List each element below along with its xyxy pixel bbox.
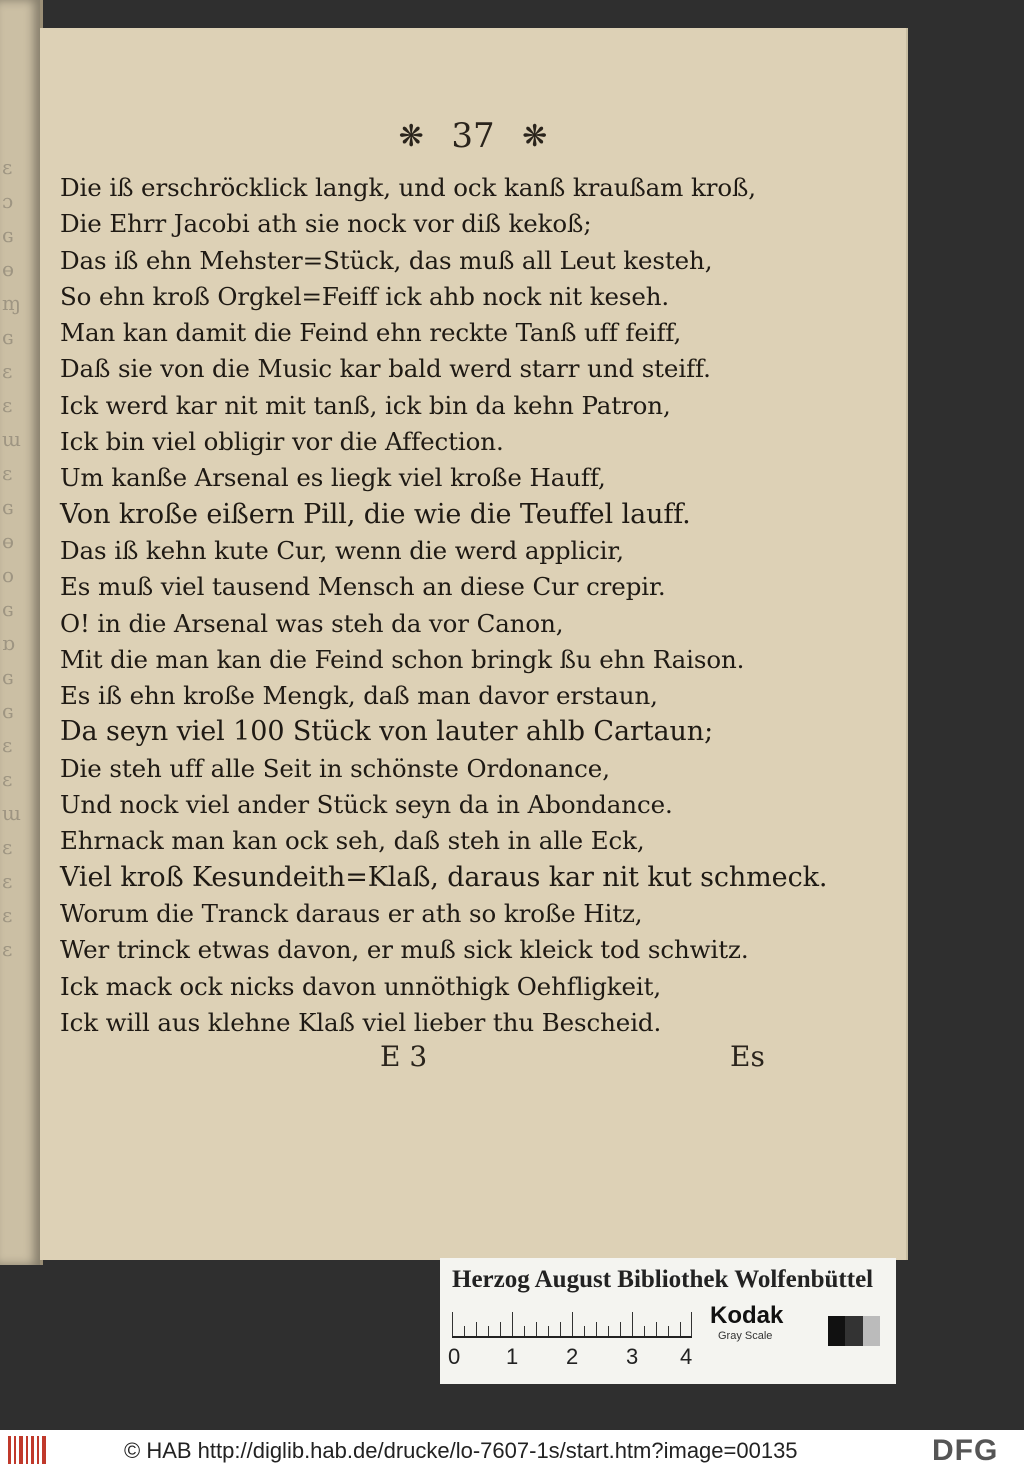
poem-line: Um kanße Arsenal es liegk viel kroße Hauff,: [60, 463, 606, 493]
card-title: Herzog August Bibliothek Wolfenbüttel: [452, 1266, 874, 1293]
poem-line: So ehn kroß Orgkel=Feiff ick ahb nock nit keseh.: [60, 281, 670, 311]
scale-number: 3: [626, 1344, 639, 1369]
poem-line: Ehrnack man kan ock seh, daß steh in alle Eck,: [60, 826, 645, 856]
dfg-logo: DFG: [932, 1434, 999, 1467]
poem-line: Mit die man kan die Feind schon bringk ßu ehn Raison.: [60, 644, 745, 674]
page-header: [40, 116, 906, 156]
ornament-right-icon: ❋: [522, 118, 548, 154]
gray-scale-label: Gray Scale: [718, 1330, 773, 1342]
poem-line: Ick bin viel obligir vor die Affection.: [60, 427, 504, 457]
poem-line: Da seyn viel 100 Stück von lauter ahlb Cartaun;: [60, 716, 714, 748]
ruler-scale: [452, 1310, 692, 1338]
footer-bar: [0, 1430, 1024, 1472]
gray-swatches: [810, 1316, 880, 1346]
poem-line: Das iß kehn kute Cur, wenn die werd applicir,: [60, 535, 624, 565]
poem-line: Worum die Tranck daraus er ath so kroße Hitz,: [60, 898, 643, 928]
poem-line: Das iß ehn Mehster=Stück, das muß all Leut kesteh,: [60, 245, 713, 275]
color-calibration-card: [440, 1258, 896, 1384]
poem-line: Von kroße eißern Pill, die wie die Teuffel lauff.: [60, 498, 691, 530]
poem-line: Die steh uff alle Seit in schönste Ordonance,: [60, 753, 610, 783]
poem-line: Viel kroß Kesundeith=Klaß, daraus kar nit kut schmeck.: [60, 861, 828, 893]
poem-line: Die Ehrr Jacobi ath sie nock vor diß kekoß;: [60, 209, 592, 239]
poem-line: Ick mack ock nicks davon unnöthigk Oehfligkeit,: [60, 971, 662, 1001]
poem-line: Ick werd kar nit mit tanß, ick bin da kehn Patron,: [60, 390, 671, 420]
poem-line: Es iß ehn kroße Mengk, daß man davor erstaun,: [60, 681, 658, 711]
signature-mark: E 3: [380, 1040, 428, 1073]
poem-line: Man kan damit die Feind ehn reckte Tanß uff feiff,: [60, 318, 682, 348]
scale-number: 2: [566, 1344, 579, 1369]
poem-text: [60, 170, 828, 1041]
barcode-logo-icon: [8, 1436, 48, 1464]
copyright-link[interactable]: © HAB http://diglib.hab.de/drucke/lo-7607-1s/start.htm?image=00135: [124, 1438, 798, 1463]
poem-line: O! in die Arsenal was steh da vor Canon,: [60, 608, 564, 638]
ornament-left-icon: ❋: [398, 118, 424, 154]
previous-page-edge: [0, 0, 43, 1265]
poem-line: Wer trinck etwas davon, er muß sick kleick tod schwitz.: [60, 935, 749, 965]
scale-number: 4: [680, 1344, 693, 1369]
scale-number: 1: [506, 1344, 519, 1369]
bleed-through-marks: ɛ ɔ ɢ ɵ ɱ ɢ ɛ ɛ ɯ ɛ ɢ ɵ o ɢ ɒ ɢ ɢ ɛ ɛ ɯ ɛ ɛ ɛ ɛ: [2, 155, 21, 961]
page-number: 37: [451, 116, 495, 156]
scale-number: 0: [448, 1344, 461, 1369]
poem-line: Daß sie von die Music kar bald werd starr und steiff.: [60, 354, 711, 384]
poem-line: Es muß viel tausend Mensch an diese Cur crepir.: [60, 572, 666, 602]
poem-line: Die iß erschröcklick langk, und ock kanß kraußam kroß,: [60, 173, 756, 202]
poem-line: Ick will aus klehne Klaß viel lieber thu Bescheid.: [60, 1007, 662, 1037]
kodak-brand: Kodak: [710, 1302, 784, 1329]
poem-line: Und nock viel ander Stück seyn da in Abondance.: [60, 790, 673, 820]
document-page: [40, 28, 906, 1260]
catchword: Es: [730, 1040, 765, 1073]
